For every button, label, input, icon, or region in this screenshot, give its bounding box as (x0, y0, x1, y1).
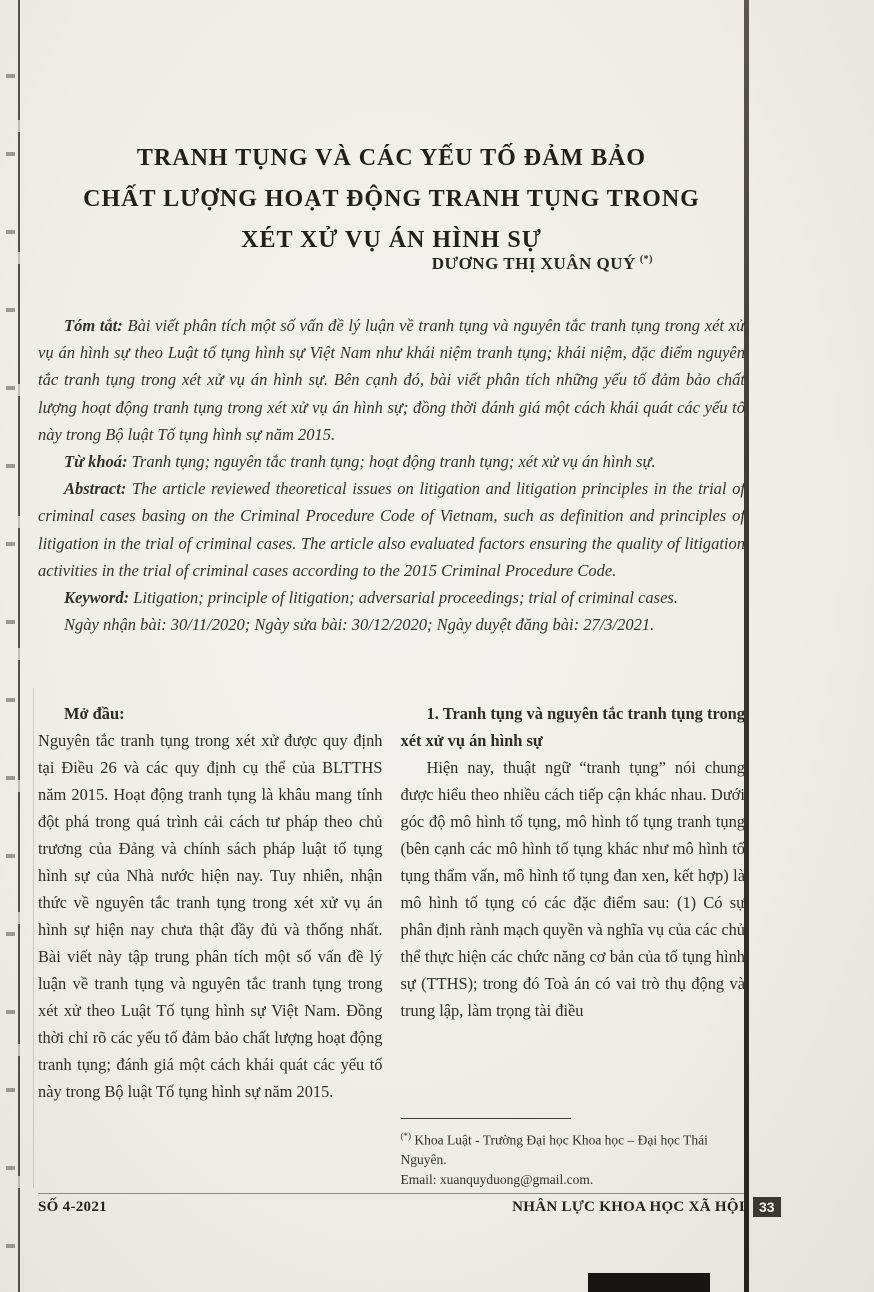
abstract-en-text: The article reviewed theoretical issues on litigation and litigation principles in the trial of criminal cases basing on the Criminal Procedure Code of Vietnam, such as definition and principles of litigation in the trial of criminal cases. The article also evaluated factors ensuring the quality of litigation activities in the trial of criminal cases according to the 2015 Criminal Procedure Code. (38, 479, 745, 580)
footnote-affiliation (401, 1126, 746, 1171)
author-name: DƯƠNG THỊ XUÂN QUÝ (431, 254, 636, 273)
title-line: XÉT XỬ VỤ ÁN HÌNH SỰ (241, 227, 542, 254)
footer-issue: SỐ 4-2021 (38, 1199, 107, 1215)
intro-heading: Mở đầu: (64, 704, 125, 723)
intro-paragraph: Nguyên tắc tranh tụng trong xét xử được quy định tại Điều 26 và các quy định cụ thể của BLTTHS năm 2015. Hoạt động tranh tụng là khâu mang tính đột phá trong quá trình cải cách tư pháp theo chủ trương của Đảng và chính sách pháp luật tố tụng hình sự của Nhà nước hiện nay. Tuy nhiên, nhận thức về nguyên tắc tranh tụng trong xét xử vụ án hình sự hiện nay chưa thật đầy đủ và thống nhất. Bài viết này tập trung phân tích một số vấn đề lý luận về tranh tụng và nguyên tắc tranh tụng trong xét xử theo Luật Tố tụng hình sự Việt Nam. Đồng thời chỉ rõ các yếu tố đảm bảo chất lượng hoạt động tranh tụng; đánh giá một cách khái quát các yếu tố này trong Bộ luật Tố tụng hình sự năm 2015. (38, 731, 383, 1101)
tom-tat-label: Tóm tắt: (64, 316, 123, 335)
footnote-marker: (*) (400, 1130, 411, 1141)
left-binding-line (18, 0, 20, 1292)
abstract-label: Abstract: (64, 479, 127, 499)
title-line: CHẤT LƯỢNG HOẠT ĐỘNG TRANH TỤNG TRONG (83, 186, 700, 213)
two-column-body (38, 700, 745, 1190)
page-content (38, 0, 745, 1292)
left-column (38, 700, 383, 1190)
section-1-paragraph: Hiện nay, thuật ngữ “tranh tụng” nói chung được hiểu theo nhiều cách tiếp cận khác nhau. Dưới góc độ mô hình tố tụng, mô hình tố tụng tranh tụng (bên cạnh các mô hình tố tụng khác như mô hình tố tụng thẩm vấn, mô hình tố tụng đan xen, kết hợp) là mô hình tố tụng có các đặc điểm sau: (1) Có sự phân định rành mạch quyền và nghĩa vụ của các chủ thể thực hiện các chức năng cơ bản của tố tụng hình sự (TTHS); trong đó Toà án có vai trò thụ động và trung lập, làm trọng tài điều (400, 758, 745, 1020)
tu-khoa-paragraph (38, 448, 745, 475)
tom-tat-text: Bài viết phân tích một số vấn đề lý luận về tranh tụng và nguyên tắc tranh tụng trong xét xử vụ án hình sự theo Luật tố tụng hình sự Việt Nam như khái niệm tranh tụng; khái niệm, đặc điểm nguyên tắc tranh tụng trong xét xử vụ án hình sự. Bên cạnh đó, bài viết phân tích những yếu tố đảm bảo chất lượng hoạt động tranh tụng trong xét xử vụ án hình sự; đồng thời đánh giá một cách khái quát các yếu tố này trong Bộ luật Tố tụng hình sự năm 2015. (38, 316, 745, 444)
right-column (401, 700, 746, 1190)
title-line: TRANH TỤNG VÀ CÁC YẾU TỐ ĐẢM BẢO (136, 145, 647, 172)
footnote-email: Email: xuanquyduong@gmail.com. (400, 1172, 594, 1187)
left-margin-fold-line (33, 688, 34, 1188)
tu-khoa-text: Tranh tụng; nguyên tắc tranh tụng; hoạt động tranh tụng; xét xử vụ án hình sự. (131, 452, 656, 472)
keyword-paragraph (38, 584, 745, 611)
tu-khoa-label: Từ khoá: (64, 452, 128, 472)
footnote-block (401, 1118, 746, 1191)
keyword-label: Keyword: (64, 588, 130, 608)
abstract-section (38, 312, 745, 638)
tom-tat-paragraph (38, 312, 745, 448)
footer-journal-name: NHÂN LỰC KHOA HỌC XÃ HỘI (512, 1199, 745, 1215)
page-number-badge: 33 (753, 1197, 781, 1217)
keyword-text: Litigation; principle of litigation; adversarial proceedings; trial of criminal cases. (133, 588, 678, 608)
author-line (38, 254, 745, 274)
binding-tick-marks (6, 0, 15, 1292)
dates-paragraph: Ngày nhận bài: 30/11/2020; Ngày sửa bài: 30/12/2020; Ngày duyệt đăng bài: 27/3/2021. (64, 615, 655, 635)
section-1-heading: 1. Tranh tụng và nguyên tắc tranh tụng trong xét xử vụ án hình sự (400, 704, 745, 750)
footnote-separator (401, 1118, 571, 1119)
page-footer (38, 1193, 745, 1216)
article-title (38, 138, 745, 261)
author-footnote-marker: (*) (639, 254, 653, 266)
footnote-affiliation-text: Khoa Luật - Trường Đại học Khoa học – Đại học Thái Nguyên. (400, 1132, 708, 1167)
abstract-en-paragraph (38, 475, 745, 584)
